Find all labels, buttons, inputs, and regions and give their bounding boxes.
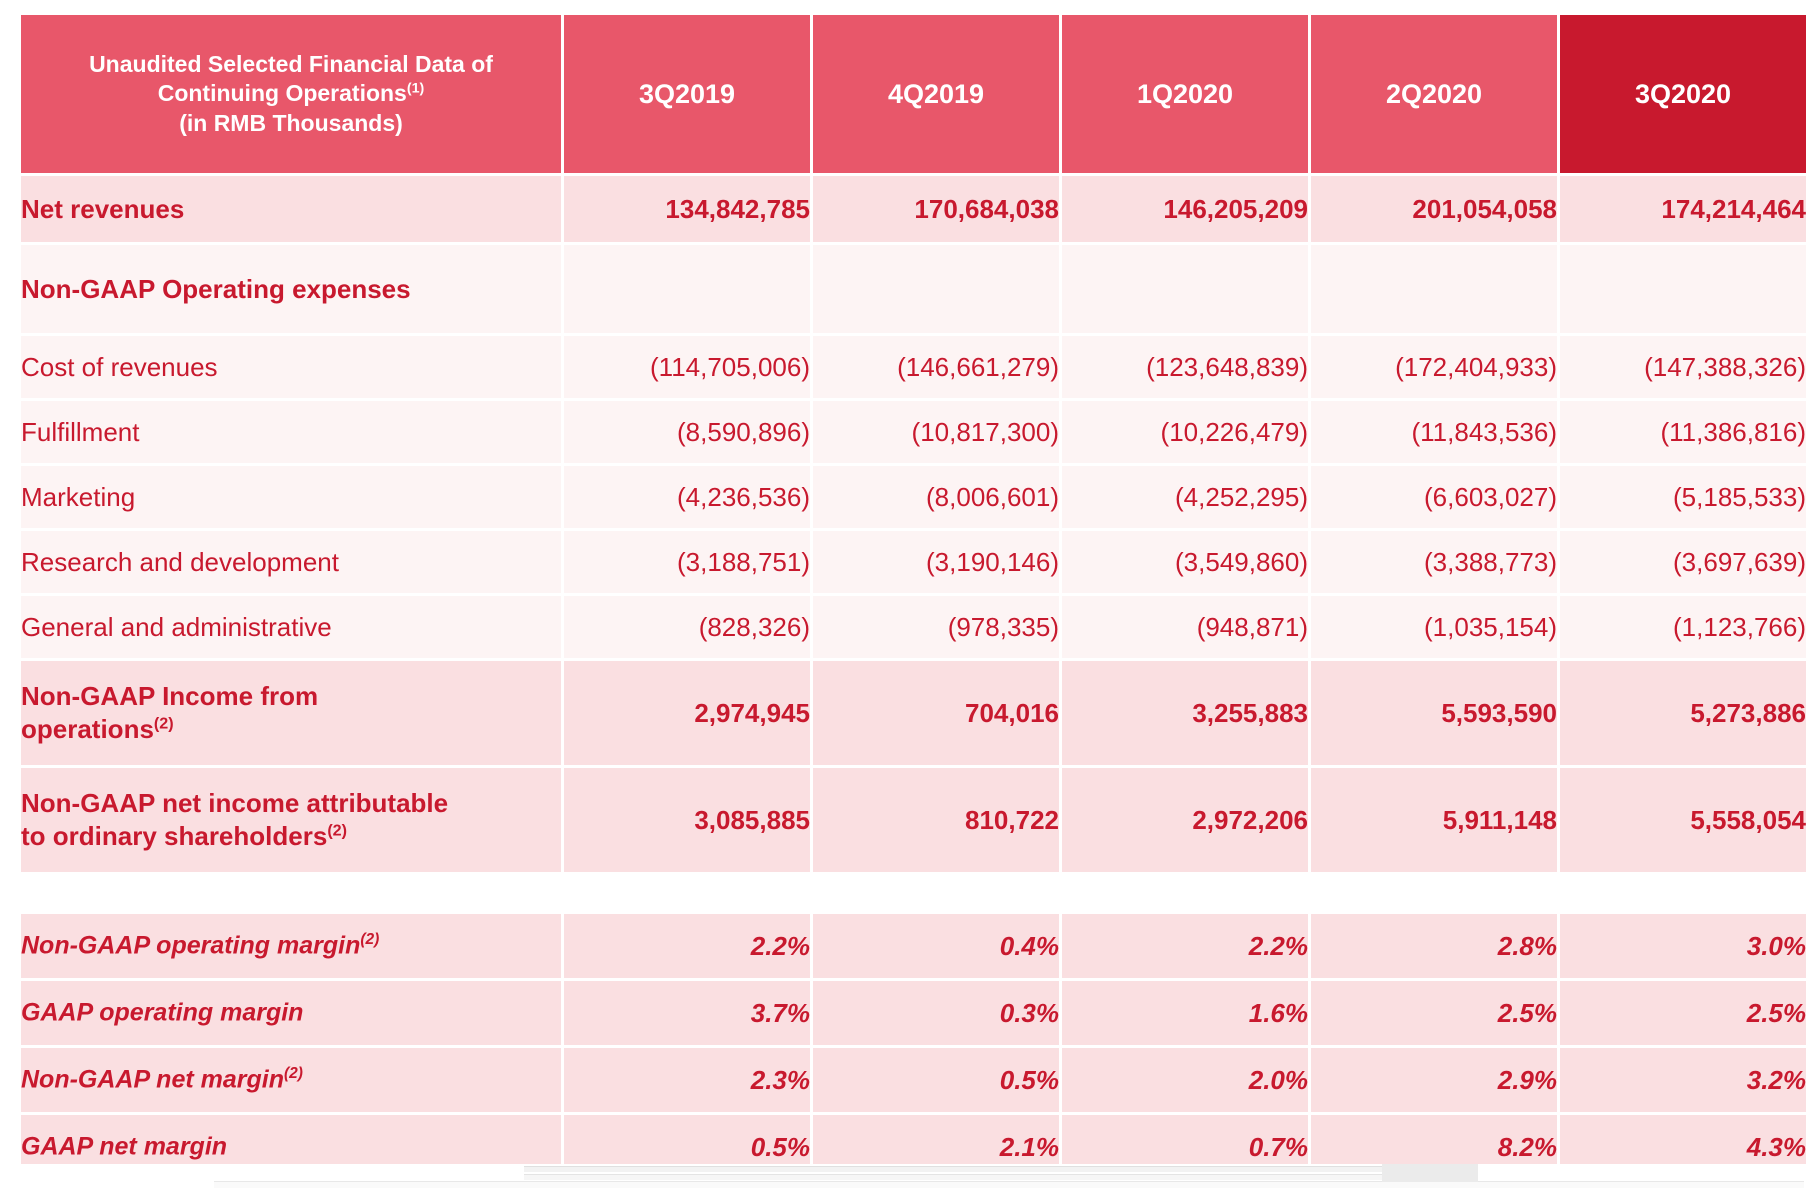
cell-gnm-3q2019: 0.5%	[564, 1115, 810, 1179]
row-label-non-gaap-net-margin	[21, 1048, 561, 1112]
cell-fulfillment-3q2019: (8,590,896)	[564, 401, 810, 463]
cell-marketing-3q2020: (5,185,533)	[1560, 466, 1806, 528]
row-label-net-revenues: Net revenues	[21, 176, 561, 242]
cell-ngom-3q2019: 2.2%	[564, 914, 810, 978]
cell-marketing-3q2019: (4,236,536)	[564, 466, 810, 528]
cell-cost-of-revenues-2q2020: (172,404,933)	[1311, 336, 1557, 398]
cell-rd-3q2019: (3,188,751)	[564, 531, 810, 593]
cell-ngnm-3q2020: 3.2%	[1560, 1048, 1806, 1112]
cell-ngnm-1q2020: 2.0%	[1062, 1048, 1308, 1112]
row-label-text: GAAP operating margin	[21, 998, 304, 1027]
cell-gnm-1q2020: 0.7%	[1062, 1115, 1308, 1179]
footnote-marker-2: (2)	[327, 821, 348, 840]
cell-ga-1q2020: (948,871)	[1062, 596, 1308, 658]
row-label-text: Non-GAAP operating margin	[21, 931, 361, 960]
row-label-non-gaap-operating-margin	[21, 914, 561, 978]
cell-ngom-4q2019: 0.4%	[813, 914, 1059, 978]
table-row-research-and-development	[21, 531, 1806, 593]
table-row-spacer	[21, 875, 1806, 911]
cell-ngni-3q2019: 3,085,885	[564, 768, 810, 872]
cell-ngni-1q2020: 2,972,206	[1062, 768, 1308, 872]
cell-operating-expenses-1q2020	[1062, 245, 1308, 333]
cell-fulfillment-2q2020: (11,843,536)	[1311, 401, 1557, 463]
cell-net-revenues-3q2020: 174,214,464	[1560, 176, 1806, 242]
cell-operating-expenses-3q2019	[564, 245, 810, 333]
cell-gom-4q2019: 0.3%	[813, 981, 1059, 1045]
cell-gom-3q2020: 2.5%	[1560, 981, 1806, 1045]
footnote-marker-2: (2)	[283, 1065, 303, 1083]
cell-net-revenues-3q2019: 134,842,785	[564, 176, 810, 242]
cell-rd-3q2020: (3,697,639)	[1560, 531, 1806, 593]
table-row-general-and-administrative	[21, 596, 1806, 658]
table-row-fulfillment	[21, 401, 1806, 463]
column-header-3q2019: 3Q2019	[564, 15, 810, 173]
cell-ngio-3q2020: 5,273,886	[1560, 661, 1806, 765]
row-label-non-gaap-income-from-operations	[21, 661, 561, 765]
cell-cost-of-revenues-1q2020: (123,648,839)	[1062, 336, 1308, 398]
cell-net-revenues-1q2020: 146,205,209	[1062, 176, 1308, 242]
spacer-cell	[1560, 875, 1806, 911]
row-label-text: Non-GAAP net margin	[21, 1065, 284, 1094]
table-title-line3: (in RMB Thousands)	[179, 109, 403, 136]
cell-ga-3q2019: (828,326)	[564, 596, 810, 658]
financial-data-table	[18, 12, 1808, 1182]
column-header-1q2020: 1Q2020	[1062, 15, 1308, 173]
table-row-non-gaap-net-income	[21, 768, 1806, 872]
cell-operating-expenses-4q2019	[813, 245, 1059, 333]
cell-ga-2q2020: (1,035,154)	[1311, 596, 1557, 658]
cell-ngni-2q2020: 5,911,148	[1311, 768, 1557, 872]
cell-cost-of-revenues-3q2020: (147,388,326)	[1560, 336, 1806, 398]
cell-ga-4q2019: (978,335)	[813, 596, 1059, 658]
chrome-bar-lower	[214, 1181, 1804, 1188]
cell-ngnm-3q2019: 2.3%	[564, 1048, 810, 1112]
cell-ngio-4q2019: 704,016	[813, 661, 1059, 765]
cell-ngio-1q2020: 3,255,883	[1062, 661, 1308, 765]
cell-rd-4q2019: (3,190,146)	[813, 531, 1059, 593]
table-title-line1: Unaudited Selected Financial Data of	[89, 50, 493, 77]
cell-ngom-1q2020: 2.2%	[1062, 914, 1308, 978]
cell-gnm-3q2020: 4.3%	[1560, 1115, 1806, 1179]
cell-fulfillment-1q2020: (10,226,479)	[1062, 401, 1308, 463]
cell-gom-2q2020: 2.5%	[1311, 981, 1557, 1045]
chrome-bar-middle	[524, 1174, 1478, 1180]
cell-fulfillment-3q2020: (11,386,816)	[1560, 401, 1806, 463]
cell-marketing-2q2020: (6,603,027)	[1311, 466, 1557, 528]
spacer-cell	[21, 875, 561, 911]
cell-rd-2q2020: (3,388,773)	[1311, 531, 1557, 593]
bottom-chrome-fragment	[0, 1164, 1808, 1188]
table-row-marketing	[21, 466, 1806, 528]
cell-net-revenues-4q2019: 170,684,038	[813, 176, 1059, 242]
row-label-line2: to ordinary shareholders	[21, 821, 328, 851]
cell-net-revenues-2q2020: 201,054,058	[1311, 176, 1557, 242]
cell-ngni-3q2020: 5,558,054	[1560, 768, 1806, 872]
spacer-cell	[564, 875, 810, 911]
row-label-line1: Non-GAAP net income attributable	[21, 788, 449, 819]
column-header-2q2020: 2Q2020	[1311, 15, 1557, 173]
row-label-research-and-development: Research and development	[21, 531, 561, 593]
chrome-scroll-knob[interactable]	[1382, 1164, 1478, 1182]
cell-ngom-2q2020: 2.8%	[1311, 914, 1557, 978]
row-label-gaap-operating-margin	[21, 981, 561, 1045]
spacer-cell	[1311, 875, 1557, 911]
cell-marketing-1q2020: (4,252,295)	[1062, 466, 1308, 528]
column-header-4q2019: 4Q2019	[813, 15, 1059, 173]
cell-gom-1q2020: 1.6%	[1062, 981, 1308, 1045]
table-row-net-revenues	[21, 176, 1806, 242]
cell-gnm-4q2019: 2.1%	[813, 1115, 1059, 1179]
row-label-marketing: Marketing	[21, 466, 561, 528]
row-label-text: GAAP net margin	[21, 1132, 228, 1161]
cell-ga-3q2020: (1,123,766)	[1560, 596, 1806, 658]
spacer-cell	[1062, 875, 1308, 911]
cell-cost-of-revenues-4q2019: (146,661,279)	[813, 336, 1059, 398]
cell-ngnm-4q2019: 0.5%	[813, 1048, 1059, 1112]
table-row-non-gaap-operating-margin	[21, 914, 1806, 978]
table-row-operating-expenses-section	[21, 245, 1806, 333]
row-label-fulfillment: Fulfillment	[21, 401, 561, 463]
cell-gom-3q2019: 3.7%	[564, 981, 810, 1045]
chrome-bar-upper	[524, 1166, 1478, 1172]
cell-ngom-3q2020: 3.0%	[1560, 914, 1806, 978]
row-label-non-gaap-net-income	[21, 768, 561, 872]
row-label-general-and-administrative: General and administrative	[21, 596, 561, 658]
cell-ngnm-2q2020: 2.9%	[1311, 1048, 1557, 1112]
cell-fulfillment-4q2019: (10,817,300)	[813, 401, 1059, 463]
table-row-non-gaap-income-from-operations	[21, 661, 1806, 765]
row-label-cost-of-revenues: Cost of revenues	[21, 336, 561, 398]
table-title-cell	[21, 15, 561, 173]
cell-ngio-2q2020: 5,593,590	[1311, 661, 1557, 765]
table-row-non-gaap-net-margin	[21, 1048, 1806, 1112]
footnote-marker-2: (2)	[153, 714, 174, 733]
cell-gnm-2q2020: 8.2%	[1311, 1115, 1557, 1179]
spacer-cell	[813, 875, 1059, 911]
cell-ngio-3q2019: 2,974,945	[564, 661, 810, 765]
cell-cost-of-revenues-3q2019: (114,705,006)	[564, 336, 810, 398]
row-label-line1: Non-GAAP Income from	[21, 681, 319, 712]
table-header-row	[21, 15, 1806, 173]
row-label-operating-expenses: Non-GAAP Operating expenses	[21, 245, 561, 333]
cell-operating-expenses-3q2020	[1560, 245, 1806, 333]
column-header-3q2020-current: 3Q2020	[1560, 15, 1806, 173]
table-row-gaap-operating-margin	[21, 981, 1806, 1045]
footnote-marker-2: (2)	[360, 931, 380, 949]
row-label-line2: operations	[21, 714, 154, 744]
table-row-cost-of-revenues	[21, 336, 1806, 398]
footnote-marker-1: (1)	[406, 80, 425, 97]
cell-operating-expenses-2q2020	[1311, 245, 1557, 333]
cell-marketing-4q2019: (8,006,601)	[813, 466, 1059, 528]
cell-ngni-4q2019: 810,722	[813, 768, 1059, 872]
cell-rd-1q2020: (3,549,860)	[1062, 531, 1308, 593]
table-title-line2: Continuing Operations	[157, 80, 407, 107]
